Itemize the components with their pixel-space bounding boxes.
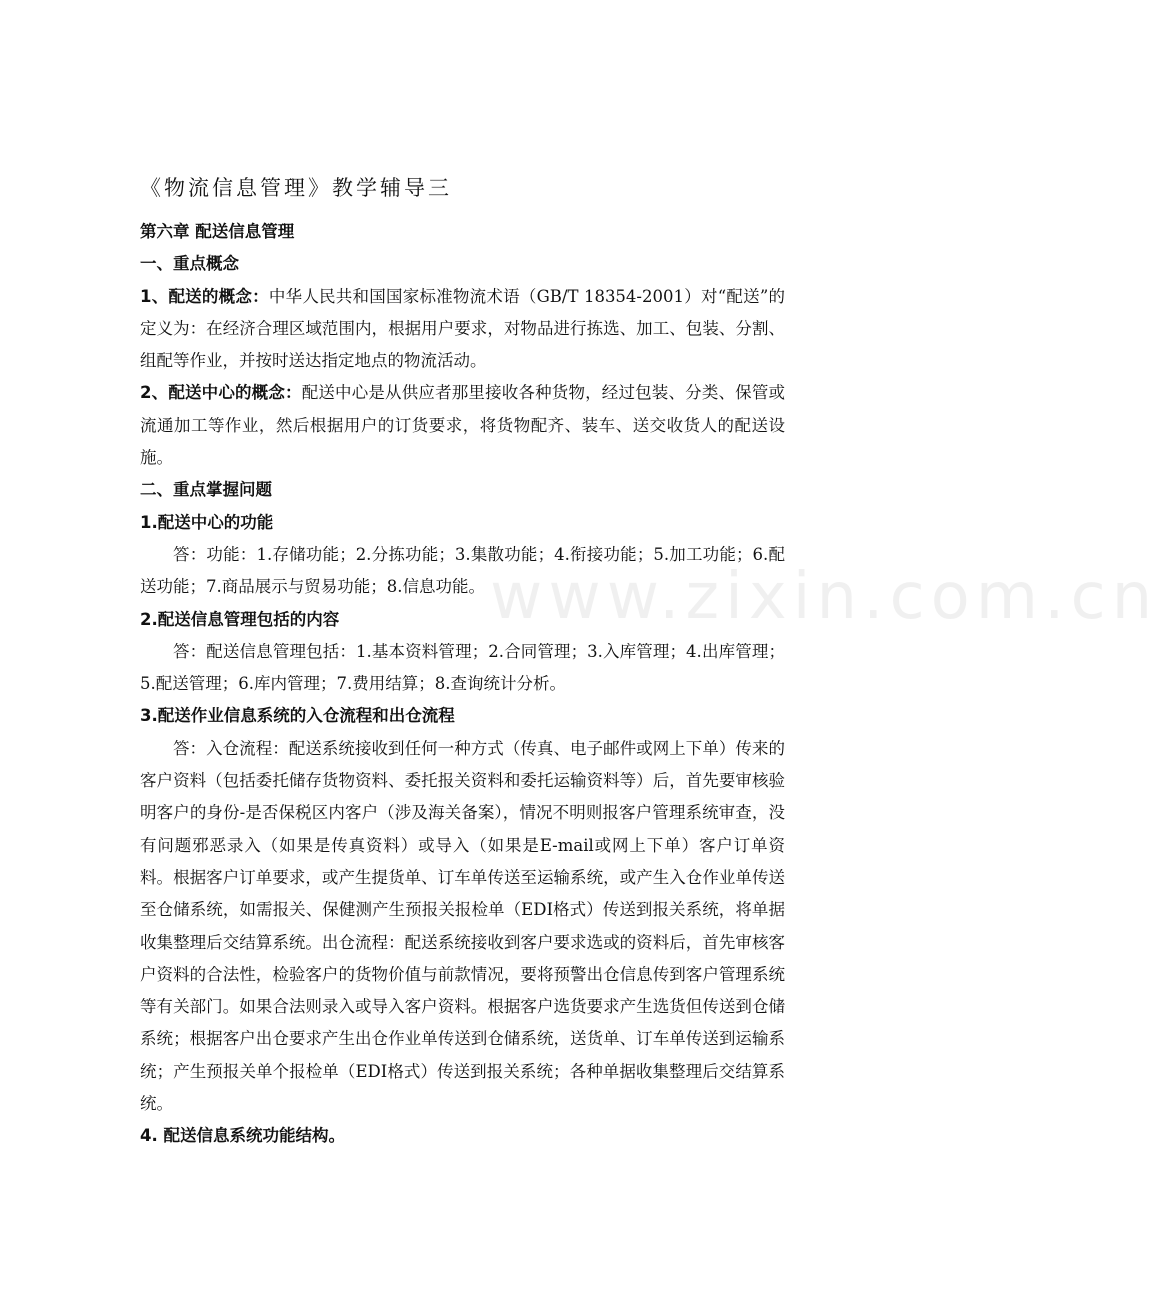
document-body [140,168,785,1153]
concept-label-center: 2、配送中心的概念： [140,383,302,403]
concept-label-delivery: 1、配送的概念： [140,286,269,306]
answer-paragraph-1: 答：功能：1.存储功能；2.分拣功能；3.集散功能；4.衔接功能；5.加工功能；6.配送功能；7.商品展示与贸易功能；8.信息功能。 [140,544,785,597]
question-heading-4: 4. 配送信息系统功能结构。 [140,1126,345,1146]
section-heading-concepts: 一、重点概念 [140,254,239,274]
document-title: 《物流信息管理》教学辅导三 [140,176,452,200]
answer-paragraph-3: 答：入仓流程：配送系统接收到任何一种方式（传真、电子邮件或网上下单）传来的客户资料（包括委托储存货物资料、委托报关资料和委托运输资料等）后，首先要审核验明客户的身份-是否保税区内客户（涉及海关备案），情况不明则报客户管理系统审查，没有问题邪恶录入（如果是传真资料）或导入（如果是E-mail或网上下单）客户订单资料。根据客户订单要求，或产生提货单、订车单传送至运输系统，或产生入仓作业单传送至仓储系统，如需报关、保健测产生预报关报检单（EDI格式）传送到报关系统，将单据收集整理后交结算系统。出仓流程：配送系统接收到客户要求选或的资料后，首先审核客户资料的合法性，检验客户的货物价值与前款情况，要将预警出仓信息传到客户管理系统等有关部门。如果合法则录入或导入客户资料。根据客户选货要求产生选货但传送到仓储系统；根据客户出仓要求产生出仓作业单传送到仓储系统，送货单、订车单传送到运输系统；产生预报关单个报检单（EDI格式）传送到报关系统；各种单据收集整理后交结算系统。 [140,738,785,1114]
concept-paragraph-center [140,377,785,474]
concept-paragraph-delivery [140,281,785,378]
concept-text-center: 配送中心是从供应者那里接收各种货物，经过包装、分类、保管或流通加工等作业，然后根据用户的订货要求，将货物配齐、装车、送交收货人的配送设施。 [140,383,786,468]
question-heading-3: 3.配送作业信息系统的入仓流程和出仓流程 [140,706,455,726]
concept-text-delivery: 中华人民共和国国家标准物流术语（GB/T 18354-2001）对“配送”的定义为：在经济合理区域范围内，根据用户要求，对物品进行拣选、加工、包装、分割、组配等作业，并按时送达指定地点的物流活动。 [140,286,786,371]
answer-paragraph-2: 答：配送信息管理包括：1.基本资料管理；2.合同管理；3.入库管理；4.出库管理；5.配送管理；6.库内管理；7.费用结算；8.查询统计分析。 [140,641,785,694]
section-heading-questions: 二、重点掌握问题 [140,480,272,500]
watermark: www.zixin.com.cn [490,560,1158,634]
chapter-heading: 第六章 配送信息管理 [140,222,295,241]
question-heading-1: 1.配送中心的功能 [140,512,274,532]
question-heading-2: 2.配送信息管理包括的内容 [140,609,340,629]
